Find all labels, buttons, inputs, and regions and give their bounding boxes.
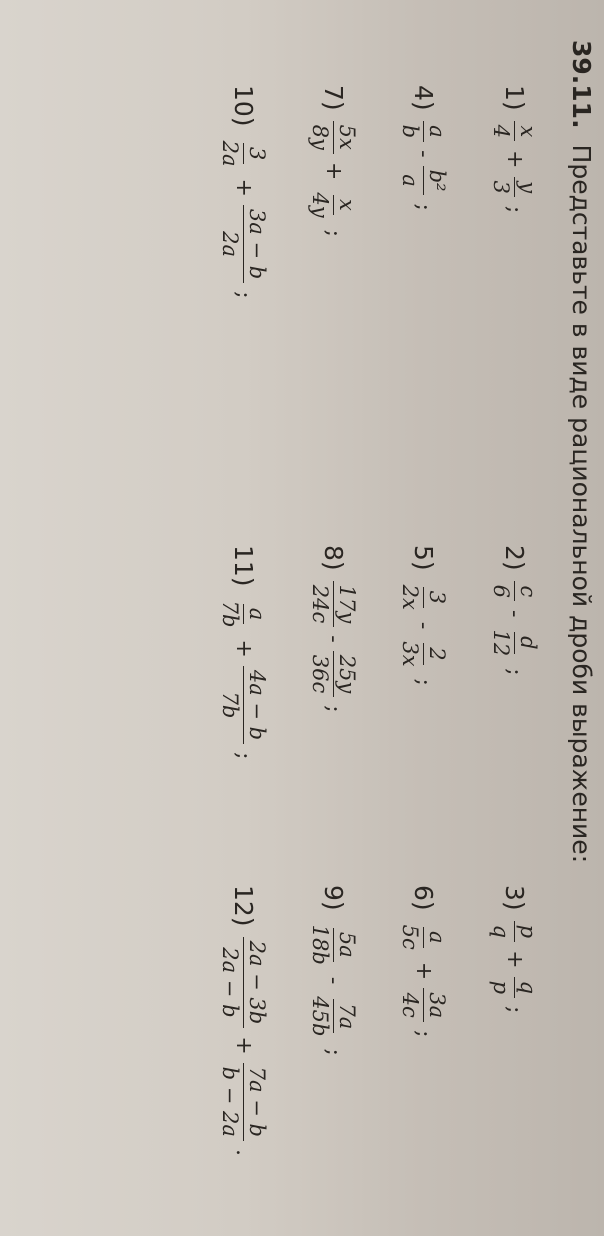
operator: + xyxy=(230,1036,256,1055)
operator: + xyxy=(410,961,436,981)
fraction-numerator: 2a − 3b xyxy=(243,937,269,1029)
fraction xyxy=(308,921,359,969)
fraction-denominator: 8y xyxy=(307,124,332,150)
fraction-denominator: 4y xyxy=(307,192,332,218)
fraction-numerator: 17y xyxy=(333,581,359,628)
fraction-numerator: 3a xyxy=(423,988,449,1022)
fraction-denominator: 5c xyxy=(397,924,422,950)
fraction xyxy=(218,137,269,171)
operator: - xyxy=(320,635,346,643)
fraction xyxy=(489,581,540,602)
punctuation: ; xyxy=(501,205,527,214)
operator: + xyxy=(230,639,256,658)
item-number: 2) xyxy=(499,545,529,571)
fraction-numerator: q xyxy=(514,977,540,998)
fraction-numerator: c xyxy=(514,581,540,601)
punctuation: ; xyxy=(320,229,346,237)
exercise-item xyxy=(398,85,449,211)
fraction-numerator: x xyxy=(514,121,540,141)
item-number: 10) xyxy=(228,85,258,127)
fraction-numerator: a xyxy=(423,927,449,948)
exercise-item xyxy=(218,885,269,1156)
fraction-numerator: 4a − b xyxy=(243,666,269,744)
fraction-numerator: 3 xyxy=(243,143,269,164)
fraction xyxy=(489,921,540,942)
fraction-denominator: 24c xyxy=(307,584,332,624)
fraction xyxy=(218,666,269,744)
fraction xyxy=(489,176,540,197)
fraction-denominator: 3 xyxy=(488,180,513,194)
exercise-item xyxy=(398,545,449,686)
punctuation: ; xyxy=(320,705,346,713)
fraction-numerator: 2 xyxy=(423,643,449,664)
fraction-numerator: x xyxy=(333,195,359,215)
fraction xyxy=(489,121,540,142)
item-number: 7) xyxy=(318,85,348,111)
exercise-item xyxy=(489,885,540,1013)
fraction xyxy=(398,121,449,142)
fraction-denominator: 18b xyxy=(307,924,332,965)
fraction-numerator: 25y xyxy=(333,651,359,698)
operator: - xyxy=(320,976,346,985)
exercise-number: 39.11. xyxy=(567,40,596,129)
fraction xyxy=(398,921,449,954)
item-number: 5) xyxy=(408,545,438,571)
fraction-denominator: 2x xyxy=(397,584,422,610)
exercise-item xyxy=(489,85,540,213)
item-number: 8) xyxy=(318,545,348,571)
punctuation: ; xyxy=(410,678,436,686)
fraction xyxy=(489,977,540,998)
fraction xyxy=(308,188,359,221)
fraction-denominator: 12 xyxy=(488,629,513,657)
fraction-denominator: q xyxy=(488,924,513,939)
punctuation: . xyxy=(230,1148,256,1156)
exercise-item xyxy=(308,545,359,713)
punctuation: ; xyxy=(410,1030,436,1038)
punctuation: ; xyxy=(320,1048,346,1056)
exercise-instruction: Представьте в виде рациональной дроби выражение: xyxy=(567,144,596,864)
fraction-denominator: 2a xyxy=(217,140,242,167)
fraction-numerator: 5x xyxy=(333,121,359,154)
fraction-denominator: 2a − b xyxy=(217,947,242,1018)
fraction-numerator: 5a xyxy=(333,928,359,962)
exercise-item xyxy=(489,545,540,676)
fraction-denominator: 3x xyxy=(397,641,422,667)
fraction-denominator: 36c xyxy=(307,654,332,694)
fraction xyxy=(308,121,359,154)
fraction xyxy=(218,1063,269,1141)
fraction-numerator: y xyxy=(514,177,540,197)
operator: + xyxy=(501,950,527,969)
punctuation: ; xyxy=(501,668,527,676)
fraction-denominator: 4c xyxy=(397,992,422,1018)
fraction xyxy=(218,597,269,632)
fraction-denominator: 2a xyxy=(217,231,242,257)
exercise-item xyxy=(398,885,449,1038)
fraction-denominator: 7b xyxy=(217,600,242,628)
fraction-denominator: 7b xyxy=(217,691,242,719)
fraction xyxy=(398,988,449,1022)
item-number: 12) xyxy=(228,885,258,927)
fraction-denominator: b xyxy=(397,124,422,139)
fraction xyxy=(308,581,359,628)
fraction xyxy=(398,166,449,196)
fraction xyxy=(398,637,449,670)
exercise-item xyxy=(308,85,359,237)
punctuation: ; xyxy=(230,752,256,760)
punctuation: ; xyxy=(501,1006,527,1014)
item-number: 1) xyxy=(499,85,529,111)
fraction-numerator: a xyxy=(423,121,449,142)
fraction-numerator: 7a − b xyxy=(243,1063,269,1141)
item-number: 9) xyxy=(318,885,348,911)
exercise-item xyxy=(308,885,359,1056)
fraction-numerator: b² xyxy=(423,166,449,196)
exercise-item xyxy=(218,85,269,299)
fraction-denominator: a xyxy=(397,174,422,187)
fraction-numerator: a xyxy=(243,604,269,625)
punctuation: ; xyxy=(410,203,436,211)
fraction xyxy=(308,651,359,698)
operator: - xyxy=(501,610,527,618)
punctuation: ; xyxy=(230,291,256,299)
fraction xyxy=(398,581,449,614)
fraction-numerator: 3 xyxy=(423,587,449,608)
fraction xyxy=(489,625,540,660)
exercise-item xyxy=(218,545,269,760)
operator: + xyxy=(230,178,256,197)
fraction-numerator: 7a xyxy=(333,999,359,1033)
fraction xyxy=(308,992,359,1040)
fraction-numerator: p xyxy=(514,921,540,942)
operator: - xyxy=(410,150,436,158)
item-number: 6) xyxy=(408,885,438,911)
item-number: 3) xyxy=(499,885,529,911)
fraction-denominator: 6 xyxy=(488,584,513,599)
operator: + xyxy=(501,150,527,169)
fraction-numerator: 3a − b xyxy=(243,205,269,283)
fraction-numerator: d xyxy=(514,632,540,653)
fraction-denominator: b − 2a xyxy=(217,1066,242,1137)
item-number: 4) xyxy=(408,85,438,111)
fraction-denominator: p xyxy=(488,980,513,995)
item-number: 11) xyxy=(228,545,258,587)
fraction-denominator: 4 xyxy=(488,124,513,139)
fraction xyxy=(218,937,269,1029)
fraction xyxy=(218,205,269,283)
operator: + xyxy=(320,161,346,181)
operator: - xyxy=(410,621,436,630)
exercise-heading xyxy=(567,40,596,863)
fraction-denominator: 45b xyxy=(307,996,332,1037)
